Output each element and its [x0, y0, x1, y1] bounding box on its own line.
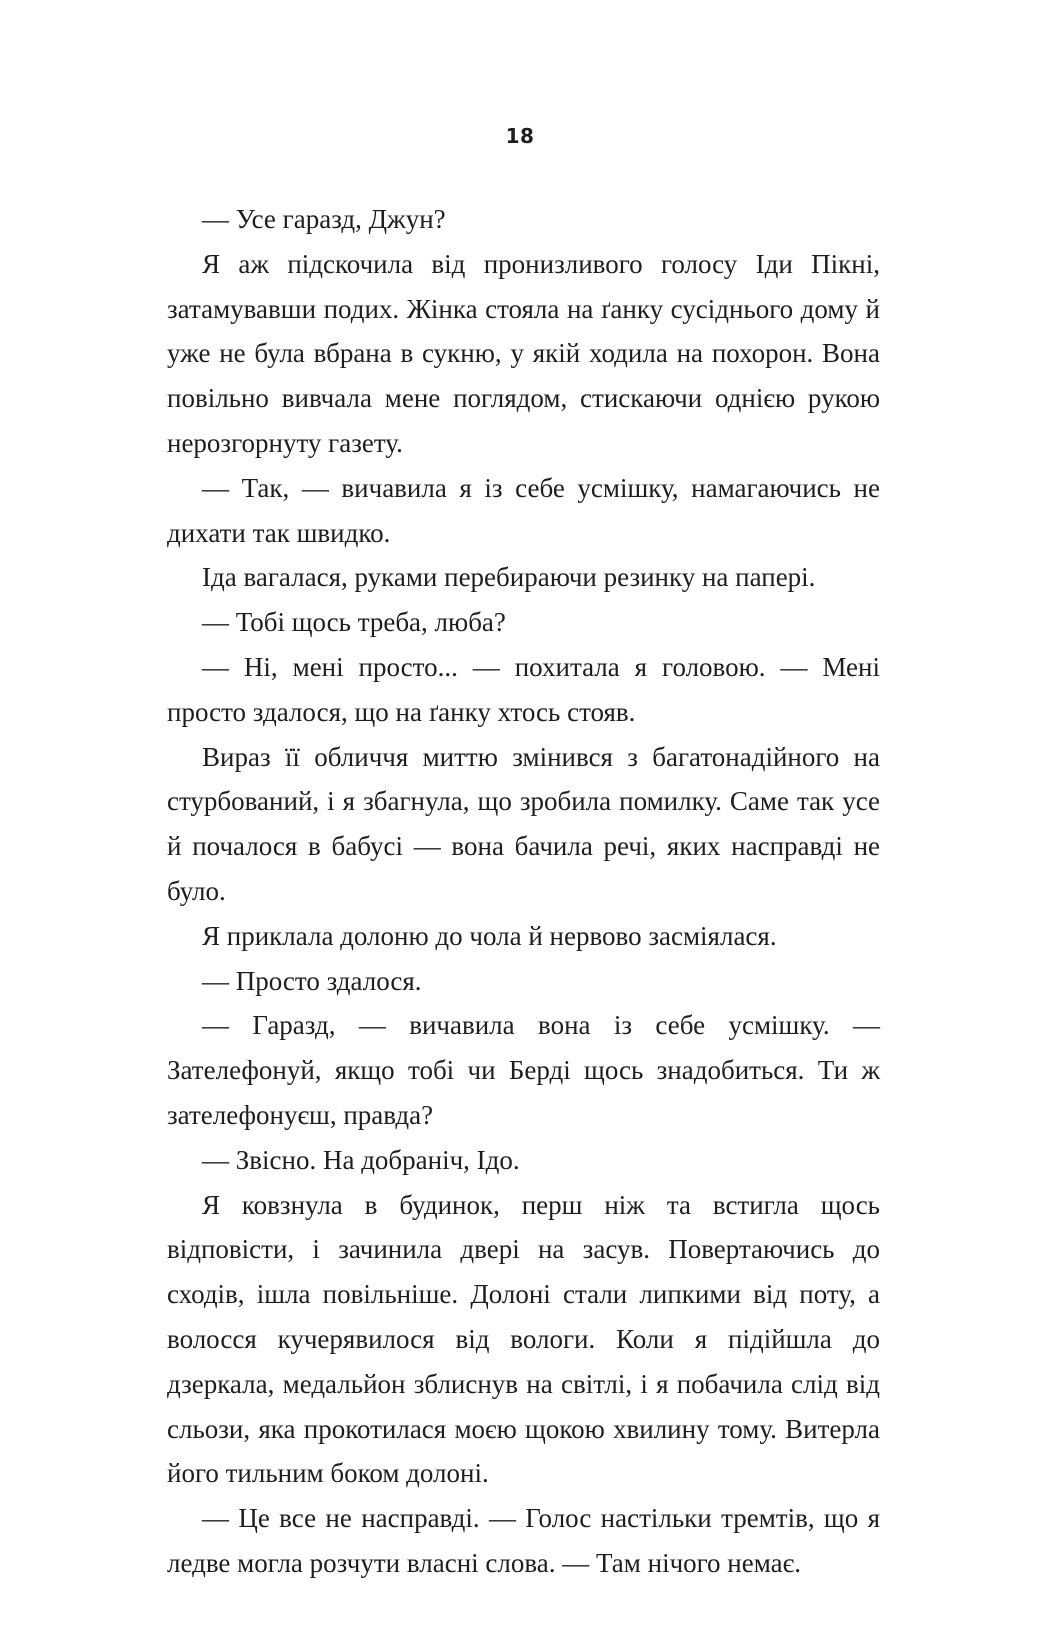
paragraph: — Тобі щось треба, люба? — [202, 607, 506, 638]
paragraph: Я приклала долоню до чола й нервово засміялася. — [202, 920, 777, 951]
paragraph: — Так, — вичавила я із себе усмішку, намагаючись не дихати так швидко. — [167, 472, 880, 548]
paragraph: — Просто здалося. — [202, 965, 422, 996]
paragraph: Іда вагалася, руками перебираючи резинку на папері. — [202, 562, 816, 593]
paragraph: — Це все не насправді. — Голос настільки тремтів, що я ледве могла розчути власні слова. — Там нічого немає. — [167, 1503, 880, 1578]
paragraph: — Гаразд, — вичавила вона із себе усмішку. — Зателефонуй, якщо тобі чи Берді щось знадобиться. Ти ж зателефонуєш, правда? — [167, 1010, 880, 1130]
paragraph: Я ковзнула в будинок, перш ніж та встигла щось відповісти, і зачинила двері на засув. Повертаючись до сходів, ішла повільніше. Долоні стали липкими від поту, а волосся кучерявилося від вологи. Коли я підійшла до дзеркала, медальйон зблиснув на світлі, і я побачила слід від сльози, яка прокотилася моєю щокою хвилину тому. Витерла його тильним боком долоні. — [167, 1189, 880, 1489]
paragraph: Вираз її обличчя миттю змінився з багатонадійного на стурбований, і я збагнула, що зробила помилку. Саме так усе й почалося в бабусі — вона бачила речі, яких насправді не було. — [167, 741, 880, 906]
page-number: 18 — [505, 124, 535, 148]
paragraph: — Усе гаразд, Джун? — [202, 204, 446, 234]
body-text — [167, 197, 880, 1586]
paragraph: — Звісно. На добраніч, Ідо. — [202, 1144, 520, 1175]
paragraph: — Ні, мені просто... — похитала я головою. — Мені просто здалося, що на ґанку хтось стояв. — [167, 651, 880, 727]
paragraph: Я аж підскочила від пронизливого голосу Іди Пікні, затамувавши подих. Жінка стояла на ґанку сусіднього дому й уже не була вбрана в сукню, у якій ходила на похорон. Вона повільно вивчала мене поглядом, стискаючи однією рукою нерозгорнуту газету. — [167, 248, 880, 458]
